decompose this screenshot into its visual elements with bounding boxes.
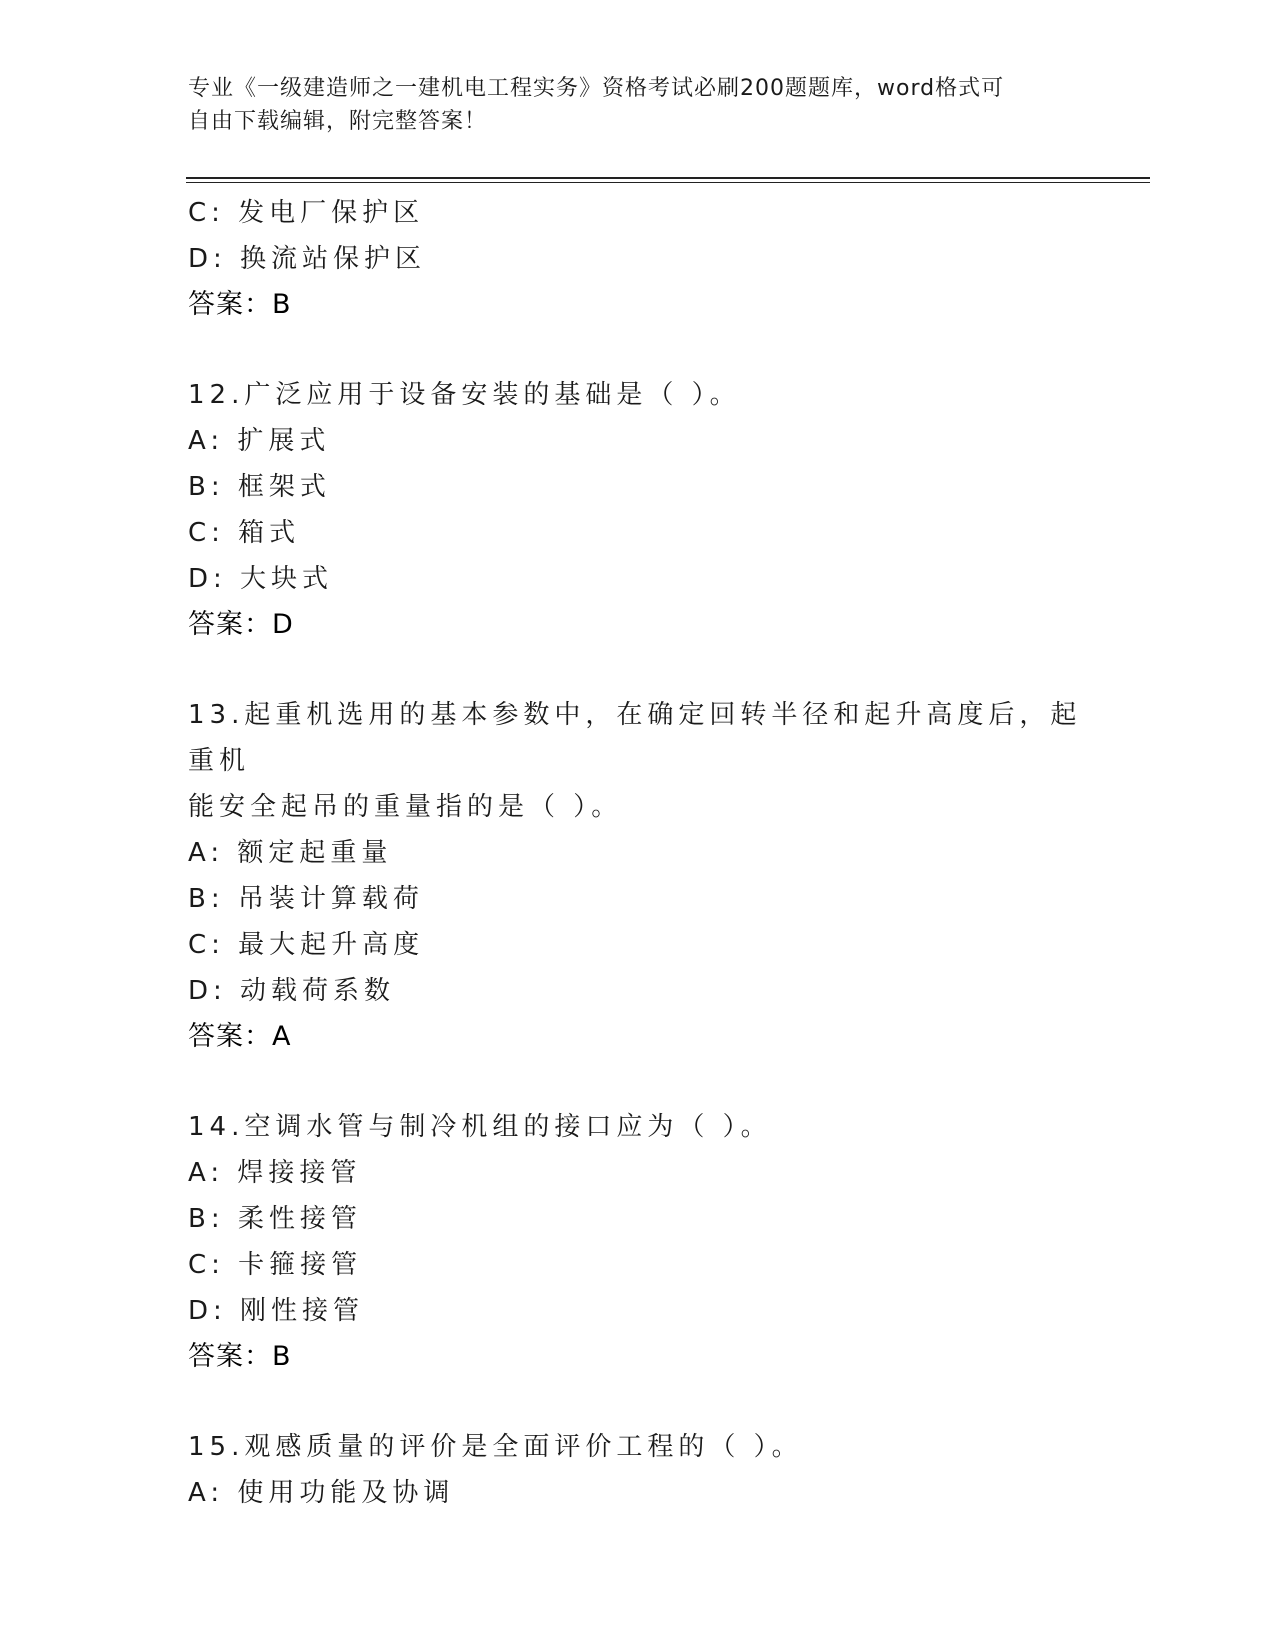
option-c: C: 最大起升高度: [188, 930, 425, 960]
option-a: A: 焊接接管: [188, 1158, 362, 1188]
option-b: B: 吊装计算载荷: [188, 884, 424, 914]
header-divider-thin: [186, 182, 1150, 183]
option-c: C: 发电厂保护区: [188, 198, 425, 228]
header-line-1: 专业《一级建造师之一建机电工程实务》资格考试必刷200题题库，word格式可: [188, 76, 1005, 101]
question-12: [188, 372, 1088, 648]
answer-line: 答案：B: [188, 1341, 292, 1372]
question-11-tail: [188, 190, 1088, 328]
question-list: [188, 190, 1088, 1516]
page-header: [188, 72, 1068, 138]
option-d: D: 刚性接管: [188, 1296, 365, 1326]
question-stem: 12.广泛应用于设备安装的基础是（ ）。: [188, 380, 741, 410]
question-stem-continued: 能安全起吊的重量指的是（ ）。: [188, 792, 623, 822]
option-c: C: 箱式: [188, 518, 301, 548]
option-d: D: 动载荷系数: [188, 976, 396, 1006]
option-a: A: 额定起重量: [188, 838, 393, 868]
question-15: [188, 1424, 1088, 1516]
question-13: [188, 692, 1088, 1060]
question-stem: 13.起重机选用的基本参数中，在确定回转半径和起升高度后，起重机: [188, 700, 1082, 776]
question-stem: 15.观感质量的评价是全面评价工程的（ ）。: [188, 1432, 803, 1462]
header-line-2: 自由下载编辑，附完整答案！: [188, 109, 488, 134]
answer-line: 答案：A: [188, 1021, 292, 1052]
option-d: D: 换流站保护区: [188, 244, 427, 274]
option-c: C: 卡箍接管: [188, 1250, 363, 1280]
answer-line: 答案：D: [188, 609, 294, 640]
answer-line: 答案：B: [188, 289, 292, 320]
option-d: D: 大块式: [188, 564, 334, 594]
option-b: B: 框架式: [188, 472, 331, 502]
option-a: A: 扩展式: [188, 426, 331, 456]
option-a: A: 使用功能及协调: [188, 1478, 455, 1508]
header-divider-thick: [186, 177, 1150, 179]
option-b: B: 柔性接管: [188, 1204, 362, 1234]
question-stem: 14.空调水管与制冷机组的接口应为（ ）。: [188, 1112, 772, 1142]
question-14: [188, 1104, 1088, 1380]
